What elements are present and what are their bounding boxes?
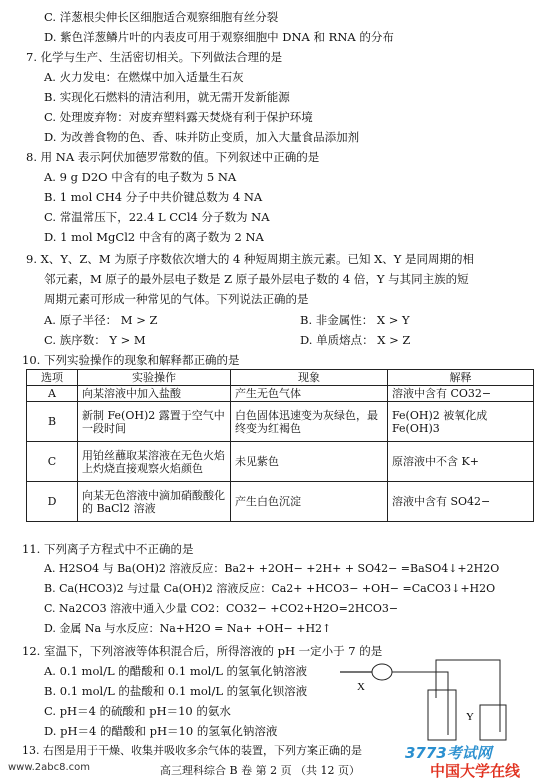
- q9-stem-3: 周期元素可形成一种常见的气体。下列说法正确的是: [44, 292, 309, 306]
- q7-option-a: A. 火力发电：在燃煤中加入适量生石灰: [44, 70, 244, 84]
- q10-row-c-operation: 用铂丝蘸取某溶液在无色火焰上灼烧直接观察火焰颜色: [78, 442, 231, 482]
- q10-row-a-operation: 向某溶液中加入盐酸: [78, 386, 231, 402]
- q8-option-d: D. 1 mol MgCl2 中含有的离子数为 2 NA: [44, 230, 264, 244]
- q8-option-a: A. 9 g D2O 中含有的电子数为 5 NA: [44, 170, 237, 184]
- q10-row-b-option: B: [27, 402, 78, 442]
- watermark-site: www.2abc8.com: [8, 762, 91, 773]
- q10-row-a-phenomenon: 产生无色气体: [231, 386, 388, 402]
- q12-option-d: D. pH＝4 的醋酸和 pH＝10 的氢氧化钠溶液: [44, 724, 278, 738]
- q10-row-d-explanation: 溶液中含有 SO42−: [388, 482, 534, 522]
- q10-row-a-option: A: [27, 386, 78, 402]
- q9-option-d: D. 单质熔点： X > Z: [300, 333, 411, 347]
- q10-col-operation: 实验操作: [78, 370, 231, 386]
- label-x: X: [357, 681, 365, 693]
- q12-option-b: B. 0.1 mol/L 的盐酸和 0.1 mol/L 的氢氧化钡溶液: [44, 684, 308, 698]
- q12-option-a: A. 0.1 mol/L 的醋酸和 0.1 mol/L 的氢氧化钠溶液: [44, 664, 308, 678]
- q10-row-a-explanation: 溶液中含有 CO32−: [388, 386, 534, 402]
- q11-option-c: C. Na2CO3 溶液中通入少量 CO2：CO32− +CO2+H2O=2HCO3−: [44, 602, 399, 615]
- watermark-org: 中国大学在线: [430, 762, 521, 780]
- q10-row-d-option: D: [27, 482, 78, 522]
- q10-row-d-operation: 向某无色溶液中滴加硝酸酸化的 BaCl2 溶液: [78, 482, 231, 522]
- q10-row-c-option: C: [27, 442, 78, 482]
- q11-option-d: D. 金属 Na 与水反应：Na+H2O = Na+ +OH− +H2↑: [44, 622, 332, 635]
- q10-row-d-phenomenon: 产生白色沉淀: [231, 482, 388, 522]
- q13-stem: 13. 右图是用于干燥、收集并吸收多余气体的装置，下列方案正确的是: [22, 744, 362, 757]
- q10-row-c-explanation: 原溶液中不含 K+: [388, 442, 534, 482]
- page-footer: 高三理科综合 B 卷 第 2 页 （共 12 页）: [160, 764, 361, 777]
- q10-row-b-operation: 新制 Fe(OH)2 露置于空气中一段时间: [78, 402, 231, 442]
- q10-row-b-phenomenon: 白色固体迅速变为灰绿色，最终变为红褐色: [231, 402, 388, 442]
- q9-stem-1: 9. X、Y、Z、M 为原子序数依次增大的 4 种短周期主族元素。已知 X、Y 是同周期的相: [26, 252, 475, 266]
- q10-row-c-phenomenon: 未见紫色: [231, 442, 388, 482]
- q9-stem-2: 邻元素，M 原子的最外层电子数是 Z 原子最外层电子数的 4 倍，Y 与其同主族的短: [44, 272, 469, 286]
- q10-row-b-explanation: Fe(OH)2 被氧化成 Fe(OH)3: [388, 402, 534, 442]
- q7-option-c: C. 处理废弃物：对废弃塑料露天焚烧有利于保护环境: [44, 110, 313, 124]
- q6-option-d: D. 紫色洋葱鳞片叶的内表皮可用于观察细胞中 DNA 和 RNA 的分布: [44, 30, 394, 44]
- q9-option-a: A. 原子半径： M > Z: [44, 313, 158, 327]
- q9-option-b: B. 非金属性： X > Y: [300, 313, 410, 327]
- q10-col-option: 选项: [27, 370, 78, 386]
- q11-option-b: B. Ca(HCO3)2 与过量 Ca(OH)2 溶液反应：Ca2+ +HCO3− +OH− =CaCO3↓+H2O: [44, 582, 496, 595]
- q6-option-c: C. 洋葱根尖伸长区细胞适合观察细胞有丝分裂: [44, 10, 279, 24]
- q7-option-b: B. 实现化石燃料的清洁利用，就无需开发新能源: [44, 90, 290, 104]
- q8-option-c: C. 常温常压下，22.4 L CCl4 分子数为 NA: [44, 210, 270, 224]
- q10-col-explanation: 解释: [388, 370, 534, 386]
- q10-col-phenomenon: 现象: [231, 370, 388, 386]
- q7-option-d: D. 为改善食物的色、香、味并防止变质，加入大量食品添加剂: [44, 130, 360, 144]
- q11-stem: 11. 下列离子方程式中不正确的是: [22, 542, 194, 556]
- q12-option-c: C. pH＝4 的硫酸和 pH＝10 的氨水: [44, 704, 231, 718]
- q9-option-c: C. 族序数： Y > M: [44, 333, 146, 347]
- q7-stem: 7. 化学与生产、生活密切相关。下列做法合理的是: [26, 50, 283, 64]
- label-y: Y: [466, 711, 474, 723]
- q10-stem: 10. 下列实验操作的现象和解释都正确的是: [22, 353, 240, 367]
- watermark-logo: 3773考试网: [405, 744, 492, 762]
- q10-table: [26, 369, 534, 522]
- q11-option-a: A. H2SO4 与 Ba(OH)2 溶液反应：Ba2+ +2OH− +2H+ + SO42− =BaSO4↓+2H2O: [44, 562, 500, 575]
- q12-stem: 12. 室温下，下列溶液等体积混合后，所得溶液的 pH 一定小于 7 的是: [22, 644, 383, 658]
- q8-stem: 8. 用 NA 表示阿伏加德罗常数的值。下列叙述中正确的是: [26, 150, 320, 164]
- q8-option-b: B. 1 mol CH4 分子中共价键总数为 4 NA: [44, 190, 263, 204]
